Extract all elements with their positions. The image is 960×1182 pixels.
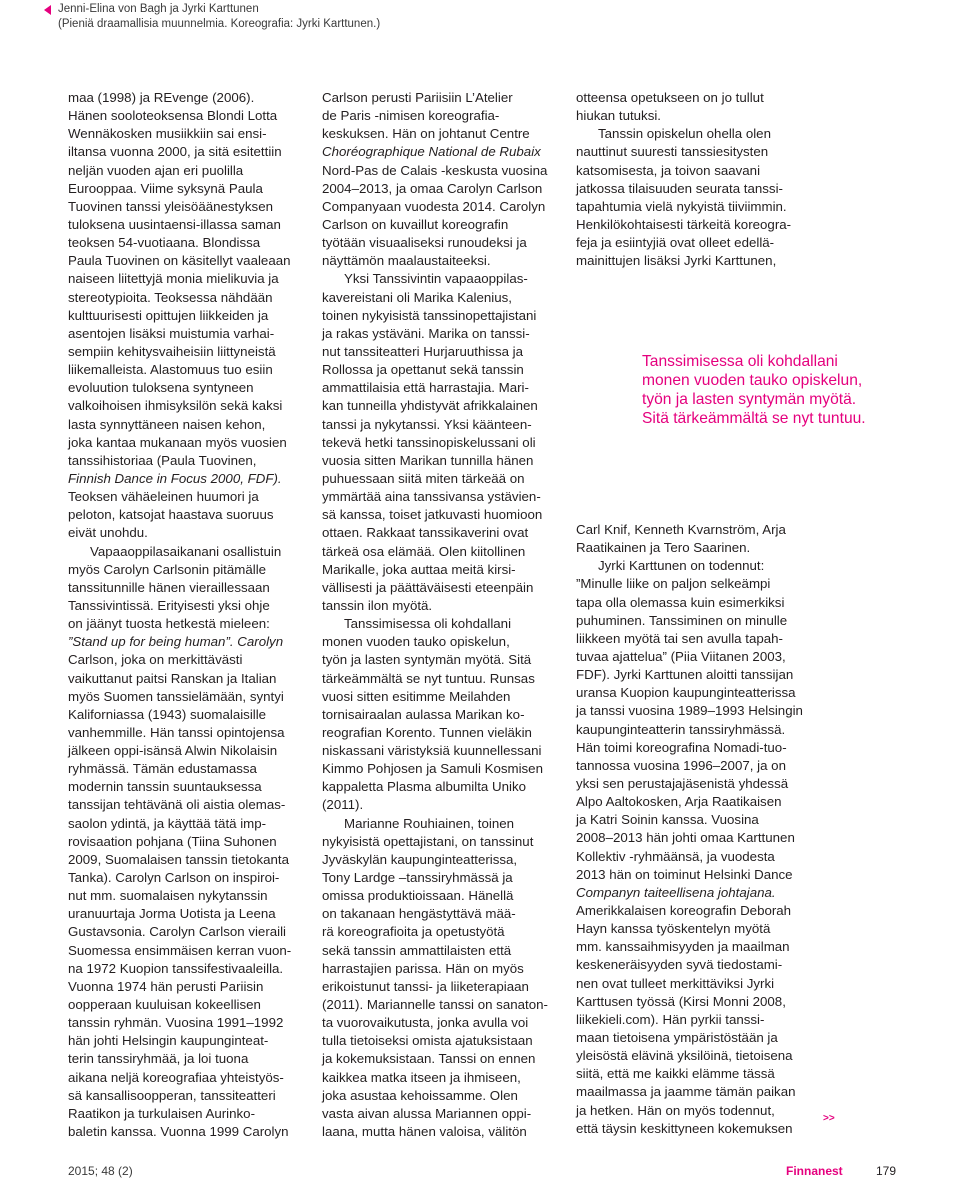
article-column-1 xyxy=(68,89,313,1141)
text-line: terin tanssiryhmää, ja loi tuona xyxy=(68,1051,249,1067)
footer-page-number: 179 xyxy=(876,1164,897,1178)
text-line: tanssijan tehtävänä oli aistia olemas- xyxy=(68,797,286,813)
text-line: kappaletta Plasma albumilta Uniko xyxy=(322,779,526,795)
text-line: (2011). Mariannelle tanssi on sanaton- xyxy=(322,997,548,1013)
text-line: teoksen 54-vuotiaana. Blondissa xyxy=(68,235,261,251)
text-line: ”Stand up for being human”. Carolyn xyxy=(68,634,284,650)
text-line: evoluution tuloksena syntyneen xyxy=(68,380,254,396)
text-line: niskassani väristyksiä kuunnellessani xyxy=(322,743,542,759)
text-line: laana, mutta hänen valoisa, välitön xyxy=(322,1124,527,1140)
text-line: nut tanssiteatteri Hurjaruuthissa ja xyxy=(322,343,524,359)
text-line: tanssihistoriaa (Paula Tuovinen, xyxy=(68,452,257,468)
text-line: nut mm. suomalaisen nykytanssin xyxy=(68,888,268,904)
text-line: maa (1998) ja REvenge (2006). xyxy=(68,90,255,105)
header-article-title: (Pieniä draamallisia muunnelmia. Koreografia: Jyrki Karttunen.) xyxy=(58,18,381,30)
text-line: maailmassa ja jaamme tämän paikan xyxy=(576,1084,796,1100)
text-line: näyttämön maalaustaiteeksi. xyxy=(322,253,491,269)
text-line: on jäänyt tuosta hetkestä mieleen: xyxy=(68,616,270,632)
text-line: de Paris -nimisen koreografia- xyxy=(322,108,500,124)
continue-marker: >> xyxy=(823,1113,835,1124)
text-line: tanssin ryhmän. Vuosina 1991–1992 xyxy=(68,1015,284,1031)
text-line: nykyisistä opettajistani, on tanssinut xyxy=(322,833,534,849)
text-line: Raatikon ja turkulaisen Aurinko- xyxy=(68,1105,255,1121)
text-line: Gustavsonia. Carolyn Carlson vieraili xyxy=(68,924,287,940)
text-line: liikekieli.com). Hän pyrkii tanssi- xyxy=(576,1011,765,1027)
text-line: sä kanssa, toiset jatkuvasti huomioon xyxy=(322,507,543,523)
text-line: vanhemmille. Hän tanssi opintojensa xyxy=(68,724,285,740)
text-line: Hänen sooloteoksensa Blondi Lotta xyxy=(68,108,278,124)
text-line: 2013 hän on toiminut Helsinki Dance xyxy=(576,866,793,882)
text-line: työtään visuaaliseksi runoudeksi ja xyxy=(322,235,527,251)
text-line: jatkossa tilaisuuden seurata tanssi- xyxy=(576,180,783,196)
text-line: ja hetken. Hän on myös todennut, xyxy=(576,1102,775,1118)
text-line: Karttusen työssä (Kirsi Monni 2008, xyxy=(576,993,786,1009)
text-line: Jyväskylän kaupunginteatterissa, xyxy=(322,851,518,867)
text-line: keskuksen. Hän on johtanut Centre xyxy=(322,126,530,142)
footer-issue: 2015; 48 (2) xyxy=(68,1164,133,1178)
text-line: että täysin keskittyneen kokemuksen xyxy=(576,1120,793,1136)
article-column-3-top xyxy=(576,89,816,270)
text-line: ja tanssi vuosina 1989–1993 Helsingin xyxy=(576,703,803,719)
text-line: reografian Korento. Tunnen vieläkin xyxy=(322,724,532,740)
text-line: ta vuorovaikutusta, jonka avulla voi xyxy=(322,1015,529,1031)
text-line: Marikalle, joka auttaa meitä kirsi- xyxy=(322,561,516,577)
text-line: naiseen liitettyjä monia mielikuvia ja xyxy=(68,271,279,287)
text-line: iltansa vuonna 2000, ja sitä esitettiin xyxy=(68,144,282,160)
text-line: tärkeä osa elämää. Olen kiitollinen xyxy=(322,543,526,559)
text-line: Eurooppaa. Viime syksynä Paula xyxy=(68,180,263,196)
text-line: sekä tanssin ammattilaisten että xyxy=(322,942,512,958)
text-line: tanssi ja nykytanssi. Yksi käänteen- xyxy=(322,416,532,432)
text-line: ja rakas ystäväni. Marika on tanssi- xyxy=(322,325,530,341)
text-line: Amerikkalaisen koreografin Deborah xyxy=(576,902,792,918)
text-line: Teoksen vähäeleinen huumori ja xyxy=(68,489,259,505)
text-line: kan tunneilla yhdistyvät afrikkalainen xyxy=(322,398,538,414)
text-line: tapa olla olemassa kuin esimerkiksi xyxy=(576,594,785,610)
text-line: ottaen. Rakkaat tanssikaverini ovat xyxy=(322,525,529,541)
text-line: Finnish Dance in Focus 2000, FDF). xyxy=(68,470,282,486)
text-line: Alpo Aaltokosken, Arja Raatikaisen xyxy=(576,794,782,810)
pull-quote-line: Tanssimisessa oli kohdallani xyxy=(642,353,838,370)
text-line: rovisaation pohjana (Tiina Suhonen xyxy=(68,833,277,849)
text-line: neljän vuoden ajan eri puolilla xyxy=(68,162,244,178)
text-line: ammattilaisia että harrastajia. Mari- xyxy=(322,380,529,396)
text-line: Tanssimisessa oli kohdallani xyxy=(344,616,512,632)
text-line: tuloksena uusintaensi-illassa saman xyxy=(68,216,281,232)
pull-quote-line: monen vuoden tauko opiskelun, xyxy=(642,372,863,389)
text-line: Kollektiv -ryhmäänsä, ja vuodesta xyxy=(576,848,775,864)
text-line: joka asustaa kehoissamme. Olen xyxy=(322,1087,518,1103)
text-line: kaikkea matka itseen ja ihmiseen, xyxy=(322,1069,521,1085)
text-line: tekevä hetki tanssinopiskelussani oli xyxy=(322,434,536,450)
text-line: Companyaan vuodesta 2014. Carolyn xyxy=(322,198,546,214)
pull-quote-line: työn ja lasten syntymän myötä. xyxy=(642,391,857,408)
text-line: aikana neljä koreografiaa yhteistyös- xyxy=(68,1069,284,1085)
text-line: Kaliforniassa (1943) suomalaisille xyxy=(68,706,267,722)
pull-quote-line: Sitä tärkeämmältä se nyt tuntuu. xyxy=(642,410,866,427)
text-line: Rollossa ja opettanut sekä tanssin xyxy=(322,362,524,378)
text-line: vällisesti ja päättäväisesti eteenpäin xyxy=(322,579,534,595)
text-line: hän johti Helsingin kaupunginteat- xyxy=(68,1033,269,1049)
text-line: tuvaa ajattelua” (Piia Viitanen 2003, xyxy=(576,648,786,664)
text-line: Raatikainen ja Tero Saarinen. xyxy=(576,540,751,556)
text-line: ja kokemuksistaan. Tanssi on ennen xyxy=(322,1051,536,1067)
text-line: puhuessaan siitä miten tärkeää on xyxy=(322,470,525,486)
text-line: Tony Lardge –tanssiryhmässä ja xyxy=(322,870,513,886)
back-arrow-icon[interactable] xyxy=(44,5,51,15)
text-line: liikkeen myötä tai sen avulla tapah- xyxy=(576,630,783,646)
text-line: omissa produktioissaan. Hänellä xyxy=(322,888,514,904)
text-line: vuosi sitten esitimme Meilahden xyxy=(322,688,511,704)
text-line: myös Carolyn Carlsonin pitämälle xyxy=(68,561,267,577)
text-line: ja Katri Soinin kanssa. Vuosina xyxy=(576,812,759,828)
text-line: tanssin ilon myötä. xyxy=(322,597,433,613)
text-line: Vuonna 1974 hän perusti Pariisin xyxy=(68,978,264,994)
text-line: tärkeämmältä se nyt tuntuu. Runsas xyxy=(322,670,535,686)
text-line: lasta synnyttäneen naisen kehon, xyxy=(68,416,266,432)
text-line: joka kantaa mukanaan myös vuosien xyxy=(68,434,287,450)
text-line: peloton, katsojat haastava suoruus xyxy=(68,507,274,523)
text-line: mm. kanssaihmisyyden ja maailman xyxy=(576,939,790,955)
text-line: työn ja lasten syntymän myötä. Sitä xyxy=(322,652,532,668)
text-line: Yksi Tanssivintin vapaaoppilas- xyxy=(344,271,528,287)
header-authors: Jenni-Elina von Bagh ja Jyrki Karttunen xyxy=(58,3,259,15)
text-line: keskeneräisyyden syvä tiedostami- xyxy=(576,957,783,973)
text-line: kulttuurisesti opittujen liikkeiden ja xyxy=(68,307,269,323)
text-line: 2009, Suomalaisen tanssin tietokanta xyxy=(68,851,290,867)
text-line: Hayn kanssa työskentelyn myötä xyxy=(576,921,771,937)
text-line: Marianne Rouhiainen, toinen xyxy=(344,815,515,831)
text-line: vuosia sitten Marikan tunnilla hänen xyxy=(322,452,534,468)
text-line: vaikuttanut paitsi Ranskan ja Italian xyxy=(68,670,277,686)
text-line: Carlson, joka on merkittävästi xyxy=(68,652,243,668)
text-line: na 1972 Kuopion tanssifestivaaleilla. xyxy=(68,960,284,976)
text-line: saolon ydintä, ja käyttää tätä imp- xyxy=(68,815,267,831)
pull-quote xyxy=(642,352,866,428)
text-line: ymmärtää aina tanssivansa ystävien- xyxy=(322,489,541,505)
text-line: Carlson perusti Pariisiin L’Atelier xyxy=(322,90,513,105)
text-line: Kimmo Pohjosen ja Samuli Kosmisen xyxy=(322,761,543,777)
text-line: Choréographique National de Rubaix xyxy=(322,144,541,160)
text-line: maan tietoisena ympäristöstään ja xyxy=(576,1029,778,1045)
text-line: sempiin kehitysvaiheisiin liittyneistä xyxy=(68,343,276,359)
article-column-3-bottom xyxy=(576,521,826,1138)
text-line: katsomisesta, ja toivon saavani xyxy=(576,162,761,178)
text-line: Tanssin opiskelun ohella olen xyxy=(598,126,771,142)
text-line: yleisöstä elävinä yksilöinä, tietoisena xyxy=(576,1048,793,1064)
text-line: (2011). xyxy=(322,797,364,813)
text-line: tannossa vuosina 1996–2007, ja on xyxy=(576,757,786,773)
text-line: valkoihoisen ihmisyksilön sekä kaksi xyxy=(68,398,283,414)
text-line: tapahtumia vielä nykyistä tiiviimmin. xyxy=(576,198,787,214)
text-line: tulla tietoiseksi omista ajatuksistaan xyxy=(322,1033,533,1049)
text-line: kaupunginteatterin tanssiryhmässä. xyxy=(576,721,786,737)
text-line: erikoistunut tanssi- ja liiketerapiaan xyxy=(322,978,529,994)
text-line: puhuminen. Tanssiminen on minulle xyxy=(576,612,788,628)
text-line: vasta aivan alussa Mariannen oppi- xyxy=(322,1105,532,1121)
text-line: otteensa opetukseen on jo tullut xyxy=(576,90,764,105)
text-line: sä kansallisoopperan, tanssiteatteri xyxy=(68,1087,276,1103)
text-line: jälkeen oppi-isänsä Alwin Nikolaisin xyxy=(68,743,278,759)
text-line: 2008–2013 hän johti omaa Karttunen xyxy=(576,830,795,846)
text-line: toinen nykyisistä tanssinopettajistani xyxy=(322,307,537,323)
text-line: Henkilökohtaisesti tärkeitä koreogra- xyxy=(576,216,792,232)
text-line: Tanssivintissä. Erityisesti yksi ohje xyxy=(68,597,270,613)
text-line: tornisairaalan aulassa Marikan ko- xyxy=(322,706,525,722)
text-line: uranuurtaja Jorma Uotista ja Leena xyxy=(68,906,276,922)
text-line: Carl Knif, Kenneth Kvarnström, Arja xyxy=(576,522,786,537)
running-header xyxy=(44,2,380,32)
text-line: oopperaan kuuluisan kokeellisen xyxy=(68,997,261,1013)
text-line: uransa Kuopion kaupunginteatterissa xyxy=(576,685,796,701)
text-line: FDF). Jyrki Karttunen aloitti tanssijan xyxy=(576,667,794,683)
text-line: baletin kanssa. Vuonna 1999 Carolyn xyxy=(68,1124,289,1140)
text-line: Companyn taiteellisena johtajana. xyxy=(576,884,776,900)
text-line: liikemalleista. Alastomuus tuo esiin xyxy=(68,362,273,378)
text-line: myös Suomen tanssielämään, syntyi xyxy=(68,688,284,704)
text-line: hiukan tutuksi. xyxy=(576,108,662,124)
text-line: Paula Tuovinen on käsitellyt vaaleaan xyxy=(68,253,291,269)
text-line: mainittujen lisäksi Jyrki Karttunen, xyxy=(576,253,777,269)
text-line: nen ovat tulleet merkittäviksi Jyrki xyxy=(576,975,775,991)
text-line: monen vuoden tauko opiskelun, xyxy=(322,634,510,650)
text-line: Vapaaoppilasaikanani osallistuin xyxy=(90,543,282,559)
text-line: ”Minulle liike on paljon selkeämpi xyxy=(576,576,771,592)
text-line: feja ja esiintyjiä ovat olleet edellä- xyxy=(576,235,775,251)
text-line: ryhmässä. Tämän edustamassa xyxy=(68,761,257,777)
text-line: asentojen lisäksi muistumia varhai- xyxy=(68,325,275,341)
text-line: stereotypioita. Teoksessa nähdään xyxy=(68,289,273,305)
text-line: eivät unohdu. xyxy=(68,525,148,541)
text-line: Jyrki Karttunen on todennut: xyxy=(598,558,765,574)
text-line: 2004–2013, ja omaa Carolyn Carlson xyxy=(322,180,543,196)
text-line: Wennäkosken musiikkiin sai ensi- xyxy=(68,126,267,142)
text-line: nauttinut suuresti tanssiesitysten xyxy=(576,144,769,160)
text-line: siitä, että me kaikki elämme tässä xyxy=(576,1066,775,1082)
text-line: rä koreografioita ja opetustyötä xyxy=(322,924,505,940)
text-line: modernin tanssin suuntauksessa xyxy=(68,779,262,795)
text-line: tanssitunnille hänen vieraillessaan xyxy=(68,579,270,595)
footer-brand: Finnanest xyxy=(786,1164,843,1178)
text-line: Hän toimi koreografina Nomadi-tuo- xyxy=(576,739,787,755)
text-line: Tuovinen tanssi yleisöäänestyksen xyxy=(68,198,273,214)
text-line: Suomessa ensimmäisen kerran vuon- xyxy=(68,942,292,958)
text-line: Nord-Pas de Calais -keskusta vuosina xyxy=(322,162,548,178)
text-line: on takanaan hengästyttävä mää- xyxy=(322,906,516,922)
text-line: kavereistani oli Marika Kalenius, xyxy=(322,289,512,305)
text-line: yksi sen perustajajäsenistä yhdessä xyxy=(576,775,789,791)
text-line: Tanka). Carolyn Carlson on inspiroi- xyxy=(68,870,280,886)
text-line: Carlson on kuvaillut koreografin xyxy=(322,216,509,232)
article-column-2 xyxy=(322,89,562,1141)
text-line: harrastajien parissa. Hän on myös xyxy=(322,960,524,976)
